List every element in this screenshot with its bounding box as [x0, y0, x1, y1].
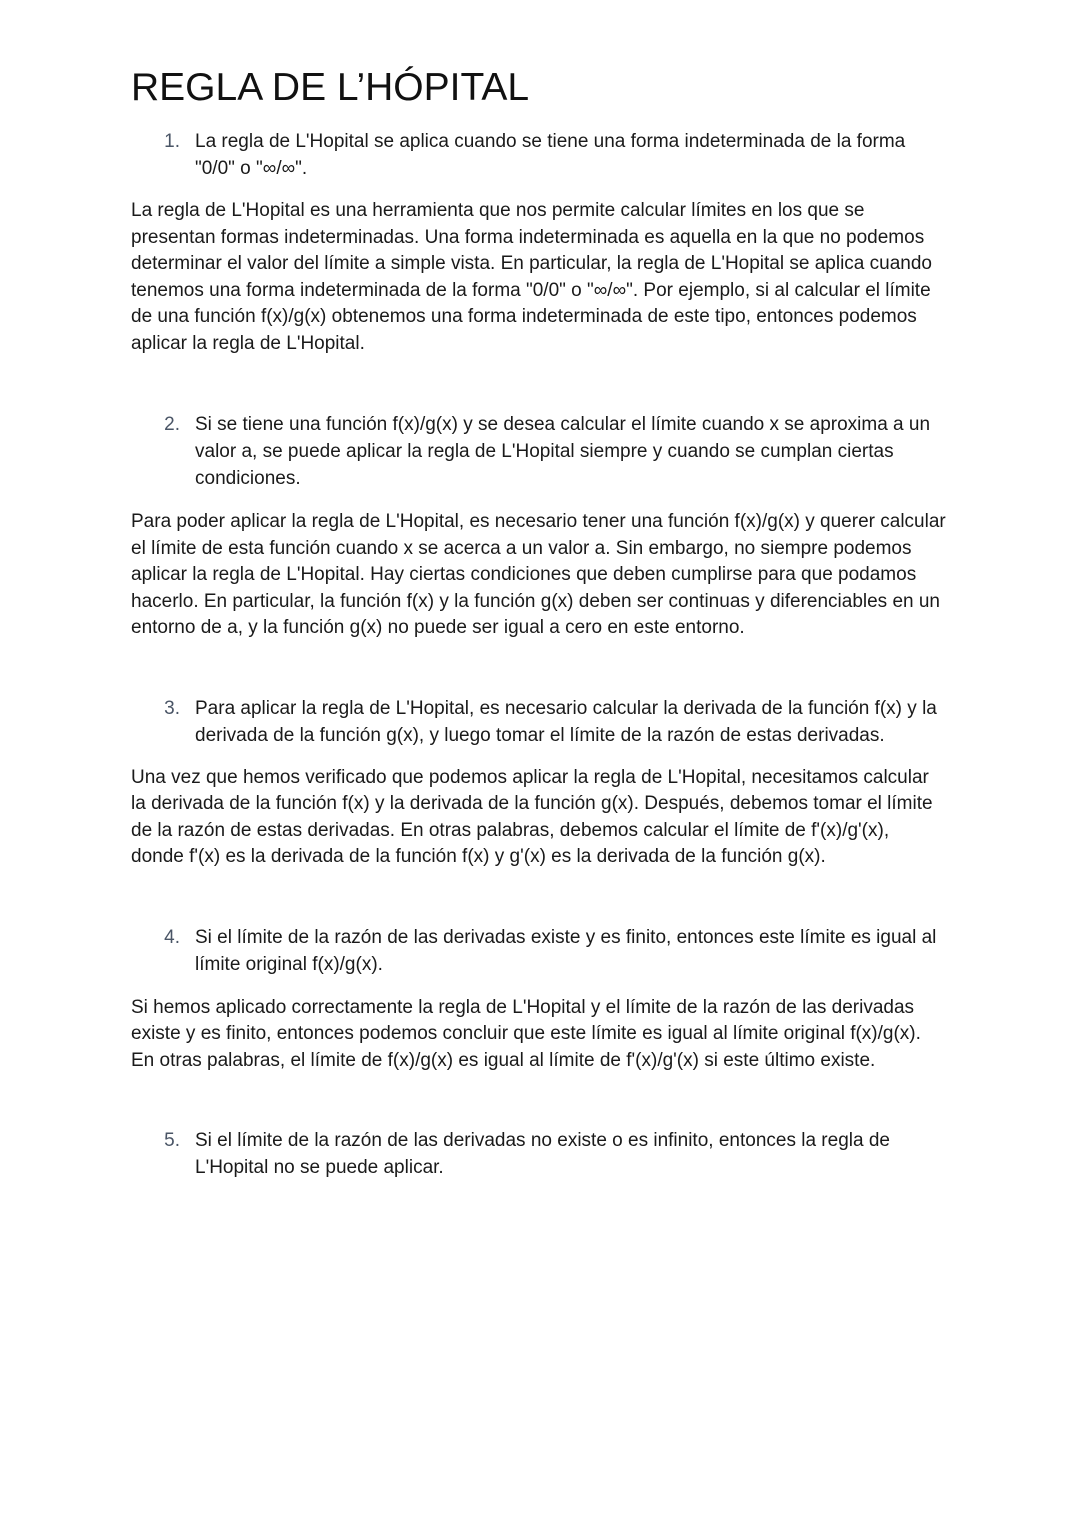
item-number: 1.	[164, 131, 180, 152]
item-text: Si el límite de la razón de las derivadas no existe o es infinito, entonces la regla de L'Hopital no se puede aplicar.	[195, 1130, 890, 1178]
page-title: REGLA DE L’HÓPITAL	[131, 66, 530, 109]
item-number: 3.	[164, 697, 180, 719]
explanation-paragraph-2: Para poder aplicar la regla de L'Hopital, es necesario tener una función f(x)/g(x) y querer calcular el límite de esta función cuando x se acerca a un valor a. Sin embargo, no siempre podemos aplicar la regla de L'Hopital. Hay ciertas condiciones que deben cumplirse para que podamos hacerlo. En particular, la función f(x) y la función g(x) deben ser continuas y diferenciables en un entorno de a, y la función g(x) no puede ser igual a cero en este entorno.	[131, 511, 946, 638]
numbered-item-2	[131, 411, 946, 492]
numbered-item-5	[131, 1127, 946, 1181]
item-text: La regla de L'Hopital se aplica cuando se tiene una forma indeterminada de la forma "0/0" o "∞/∞".	[195, 131, 906, 179]
explanation-paragraph-4: Si hemos aplicado correctamente la regla de L'Hopital y el límite de la razón de las derivadas existe y es finito, entonces podemos concluir que este límite es igual al límite original f(x)/g(x). En otras palabras, el límite de f(x)/g(x) es igual al límite de f'(x)/g'(x) si este último existe.	[131, 996, 921, 1071]
item-number: 2.	[164, 414, 180, 435]
item-text: Si el límite de la razón de las derivadas existe y es finito, entonces este límite es igual al límite original f(x)/g(x).	[195, 926, 937, 975]
numbered-item-4	[131, 924, 946, 978]
item-text: Si se tiene una función f(x)/g(x) y se desea calcular el límite cuando x se aproxima a un valor a, se puede aplicar la regla de L'Hopital siempre y cuando se cumplan ciertas condiciones.	[195, 414, 931, 489]
item-number: 4.	[164, 926, 180, 948]
numbered-item-1	[131, 128, 946, 182]
item-text: Para aplicar la regla de L'Hopital, es necesario calcular la derivada de la función f(x) y la derivada de la función g(x), y luego tomar el límite de la razón de estas derivadas.	[195, 697, 937, 746]
numbered-item-3	[131, 695, 946, 749]
item-number: 5.	[164, 1130, 180, 1151]
document-page	[131, 62, 946, 1181]
explanation-paragraph-3: Una vez que hemos verificado que podemos aplicar la regla de L'Hopital, necesitamos calcular la derivada de la función f(x) y la derivada de la función g(x). Después, debemos tomar el límite de la razón de estas derivadas. En otras palabras, debemos calcular el límite de f'(x)/g'(x), donde f'(x) es la derivada de la función f(x) y g'(x) es la derivada de la función g(x).	[131, 766, 933, 867]
explanation-paragraph-1: La regla de L'Hopital es una herramienta que nos permite calcular límites en los que se presentan formas indeterminadas. Una forma indeterminada es aquella en la que no podemos determinar el valor del límite a simple vista. En particular, la regla de L'Hopital se aplica cuando tenemos una forma indeterminada de la forma "0/0" o "∞/∞". Por ejemplo, si al calcular el límite de una función f(x)/g(x) obtenemos una forma indeterminada de este tipo, entonces podemos aplicar la regla de L'Hopital.	[131, 200, 932, 354]
